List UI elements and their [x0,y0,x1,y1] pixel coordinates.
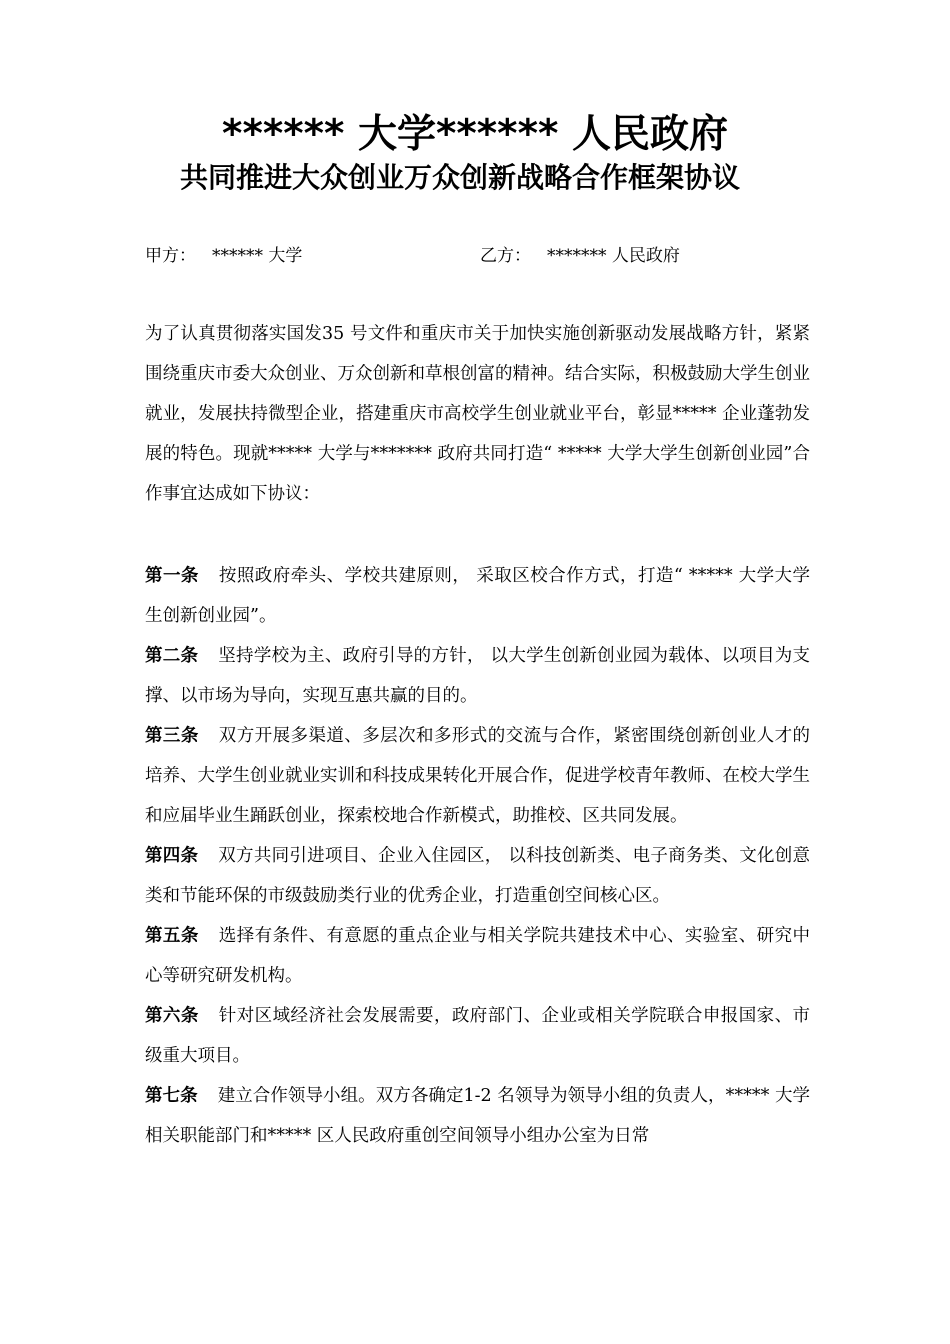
articles-list [145,556,810,1156]
article-4 [145,836,810,916]
party-a-label: 甲方： [145,246,196,266]
intro-paragraph: 为了认真贯彻落实国发35 号文件和重庆市关于加快实施创新驱动发展战略方针，紧紧围绕重庆市委大众创业、万众创新和草根创富的精神。结合实际，积极鼓励大学生创业就业，发展扶持微型企业，搭建重庆市高校学生创业就业平台，彰显***** 企业蓬勃发展的特色。现就***** 大学与******* 政府共同打造“ ***** 大学大学生创新创业园”合作事宜达成如下协议： [145,324,810,504]
article-3 [145,716,810,836]
article-number: 第七条 [145,1086,198,1106]
article-text: 双方开展多渠道、多层次和多形式的交流与合作，紧密围绕创新创业人才的培养、大学生创业就业实训和科技成果转化开展合作，促进学校青年教师、在校大学生和应届毕业生踊跃创业，探索校地合作新模式，助推校、区共同发展。 [145,726,811,826]
article-2 [145,636,810,716]
article-5 [145,916,810,996]
article-number: 第一条 [145,566,199,586]
article-text: 建立合作领导小组。双方各确定1-2 名领导为领导小组的负责人，***** 大学相关职能部门和***** 区人民政府重创空间领导小组办公室为日常 [145,1086,811,1146]
article-text: 坚持学校为主、政府引导的方针， 以大学生创新创业园为载体、以项目为支撑、以市场为导向，实现互惠共赢的目的。 [145,646,811,706]
article-1 [145,556,810,636]
article-number: 第三条 [145,726,199,746]
article-number: 第四条 [145,846,199,866]
article-6 [145,996,810,1076]
party-a-name: ****** 大学 [212,246,303,266]
party-b [480,242,680,270]
article-number: 第五条 [145,926,199,946]
article-text: 针对区域经济社会发展需要，政府部门、企业或相关学院联合申报国家、市级重大项目。 [145,1006,811,1066]
party-a [145,242,302,270]
party-b-label: 乙方： [480,246,531,266]
article-7 [145,1076,810,1156]
article-text: 按照政府牵头、学校共建原则， 采取区校合作方式，打造“ ***** 大学大学生创新创业园”。 [145,566,811,626]
article-text: 选择有条件、有意愿的重点企业与相关学院共建技术中心、实验室、研究中心等研究研发机构。 [145,926,811,986]
document-subtitle: 共同推进大众创业万众创新战略合作框架协议 [179,161,740,194]
document-title: ****** 大学****** 人民政府 [222,112,728,157]
party-b-name: ******* 人民政府 [547,246,680,266]
article-number: 第六条 [145,1006,199,1026]
article-text: 双方共同引进项目、企业入住园区， 以科技创新类、电子商务类、文化创意类和节能环保的市级鼓励类行业的优秀企业，打造重创空间核心区。 [145,846,811,906]
article-number: 第二条 [145,646,199,666]
